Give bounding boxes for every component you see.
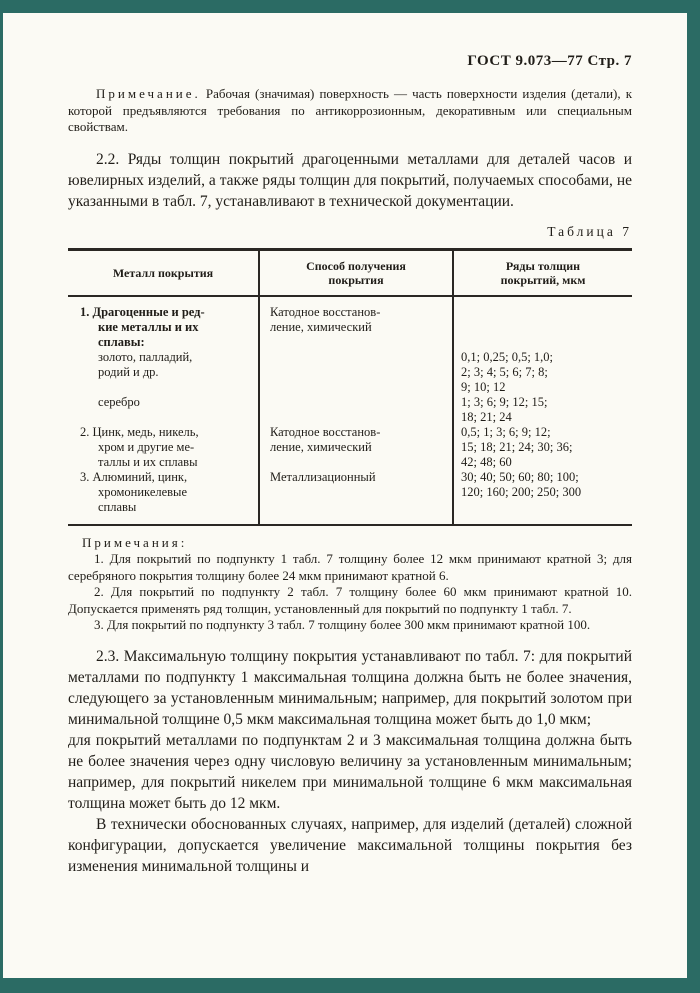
clause-2-2-paragraph: 2.2. Ряды толщин покрытий драгоценными металлами для деталей часов и ювелирных изделий, а также ряды толщин для покрытий, получаемых способами, не указанными в табл. 7, устанавливают в технической документации. xyxy=(68,150,632,210)
table-7 xyxy=(68,248,632,526)
table-line: 30; 40; 50; 60; 80; 100; xyxy=(461,469,579,484)
table-line: Металлизационный xyxy=(270,469,376,484)
table-line: таллы и их сплавы xyxy=(98,454,198,469)
table-line-spacer xyxy=(260,395,452,410)
table-line: Катодное восстанов- xyxy=(270,304,381,319)
note-item-3: 3. Для покрытий по подпункту 3 табл. 7 толщину более 300 мкм принимают кратной 100. xyxy=(94,617,591,632)
note-text: Рабочая (значимая) поверхность — часть поверхности изделия (детали), к которой предъявляются требования по антикоррозионным, декоративным или специальным свойствам. xyxy=(68,86,633,134)
table-line: 120; 160; 200; 250; 300 xyxy=(461,484,582,499)
table-column-method xyxy=(258,297,452,524)
table-line-spacer xyxy=(260,380,452,395)
table-header-cell-series: Ряды толщин покрытий, мкм xyxy=(452,251,632,295)
table-line: 3. Алюминий, цинк, xyxy=(80,469,188,484)
table-line-spacer xyxy=(260,335,452,350)
scan-border-top xyxy=(0,0,700,13)
table-line-spacer xyxy=(68,410,258,425)
clause-2-3-final-paragraph: В технически обоснованных случаях, например, для изделий (деталей) сложной конфигурации, допускается увеличение максимальной толщины покрытия без изменения минимальной толщины и xyxy=(68,815,632,875)
table-line: ление, химический xyxy=(270,319,372,334)
table-line: кие металлы и их xyxy=(98,319,199,334)
note-paragraph xyxy=(68,86,632,136)
notes-section xyxy=(68,535,632,634)
clause-2-3-paragraph: 2.3. Максимальную толщину покрытия устанавливают по табл. 7: для покрытий металлами по подпункту 1 максимальная толщина должна быть не более значения, следующего за установленным минимальным; например, для покрытий золотом при минимальной толщине 0,5 мкм максимальная толщина может быть до 1,0 мкм; xyxy=(68,647,632,728)
note-label: Примечание. xyxy=(96,86,201,101)
note-item-2: 2. Для покрытий по подпункту 2 табл. 7 толщину более 60 мкм принимают кратной 10. Допускается применять ряд толщин, установленный для покрытий по подпункту 1 табл. 7. xyxy=(68,584,632,616)
table-line: золото, палладий, xyxy=(98,349,193,364)
table-line: 15; 18; 21; 24; 30; 36; xyxy=(461,439,573,454)
table-line: Катодное восстанов- xyxy=(270,424,381,439)
scan-border-right xyxy=(687,0,700,993)
table-header-cell-metal: Металл покрытия xyxy=(112,265,214,280)
table-line: серебро xyxy=(98,394,140,409)
page-header-gost-number: ГОСТ 9.073—77 Стр. 7 xyxy=(467,53,632,69)
table-line-spacer xyxy=(68,380,258,395)
table-line-spacer xyxy=(260,410,452,425)
table-line-spacer xyxy=(260,455,452,470)
table-header-cell-method: Способ получения покрытия xyxy=(258,251,452,295)
table-line-spacer xyxy=(260,500,452,515)
table-line-spacer xyxy=(454,500,632,515)
scan-border-bottom xyxy=(0,978,700,993)
table-line: 42; 48; 60 xyxy=(461,454,512,469)
table-line: хромоникелевые xyxy=(98,484,187,499)
clause-2-3-continuation: для покрытий металлами по подпунктам 2 и 3 максимальная толщина должна быть не более значения через одну числовую величину за установленным минимальным; например, для покрытий никелем при минимальной толщине 6 мкм максимальная толщина может быть до 12 мкм. xyxy=(68,731,632,812)
table-line: 0,5; 1; 3; 6; 9; 12; xyxy=(461,424,551,439)
document-page xyxy=(3,13,687,978)
table-line: 18; 21; 24 xyxy=(461,409,512,424)
table-column-series xyxy=(452,297,632,524)
table-line: 2. Цинк, медь, никель, xyxy=(80,424,199,439)
table-line-spacer xyxy=(454,320,632,335)
notes-title: Примечания: xyxy=(82,534,188,550)
table-line: сплавы: xyxy=(98,334,145,349)
table-line-spacer xyxy=(260,485,452,500)
table-caption: Таблица 7 xyxy=(547,223,632,239)
table-body xyxy=(68,297,632,524)
table-line-spacer xyxy=(260,365,452,380)
table-line: хром и другие ме- xyxy=(98,439,195,454)
table-header-row xyxy=(68,251,632,297)
table-line-spacer xyxy=(260,350,452,365)
table-line-spacer xyxy=(454,305,632,320)
table-column-metal xyxy=(68,297,258,524)
table-line-spacer xyxy=(454,335,632,350)
table-line: 1; 3; 6; 9; 12; 15; xyxy=(461,394,548,409)
table-line: 1. Драгоценные и ред- xyxy=(80,304,205,319)
table-line: 9; 10; 12 xyxy=(461,379,506,394)
table-line: ление, химический xyxy=(270,439,372,454)
table-line: 0,1; 0,25; 0,5; 1,0; xyxy=(461,349,554,364)
table-line: сплавы xyxy=(98,499,137,514)
note-item-1: 1. Для покрытий по подпункту 1 табл. 7 толщину более 12 мкм принимают кратной 3; для серебряного покрытия толщину более 24 мкм принимают кратной 6. xyxy=(68,551,632,583)
table-line: 2; 3; 4; 5; 6; 7; 8; xyxy=(461,364,548,379)
table-line: родий и др. xyxy=(98,364,159,379)
